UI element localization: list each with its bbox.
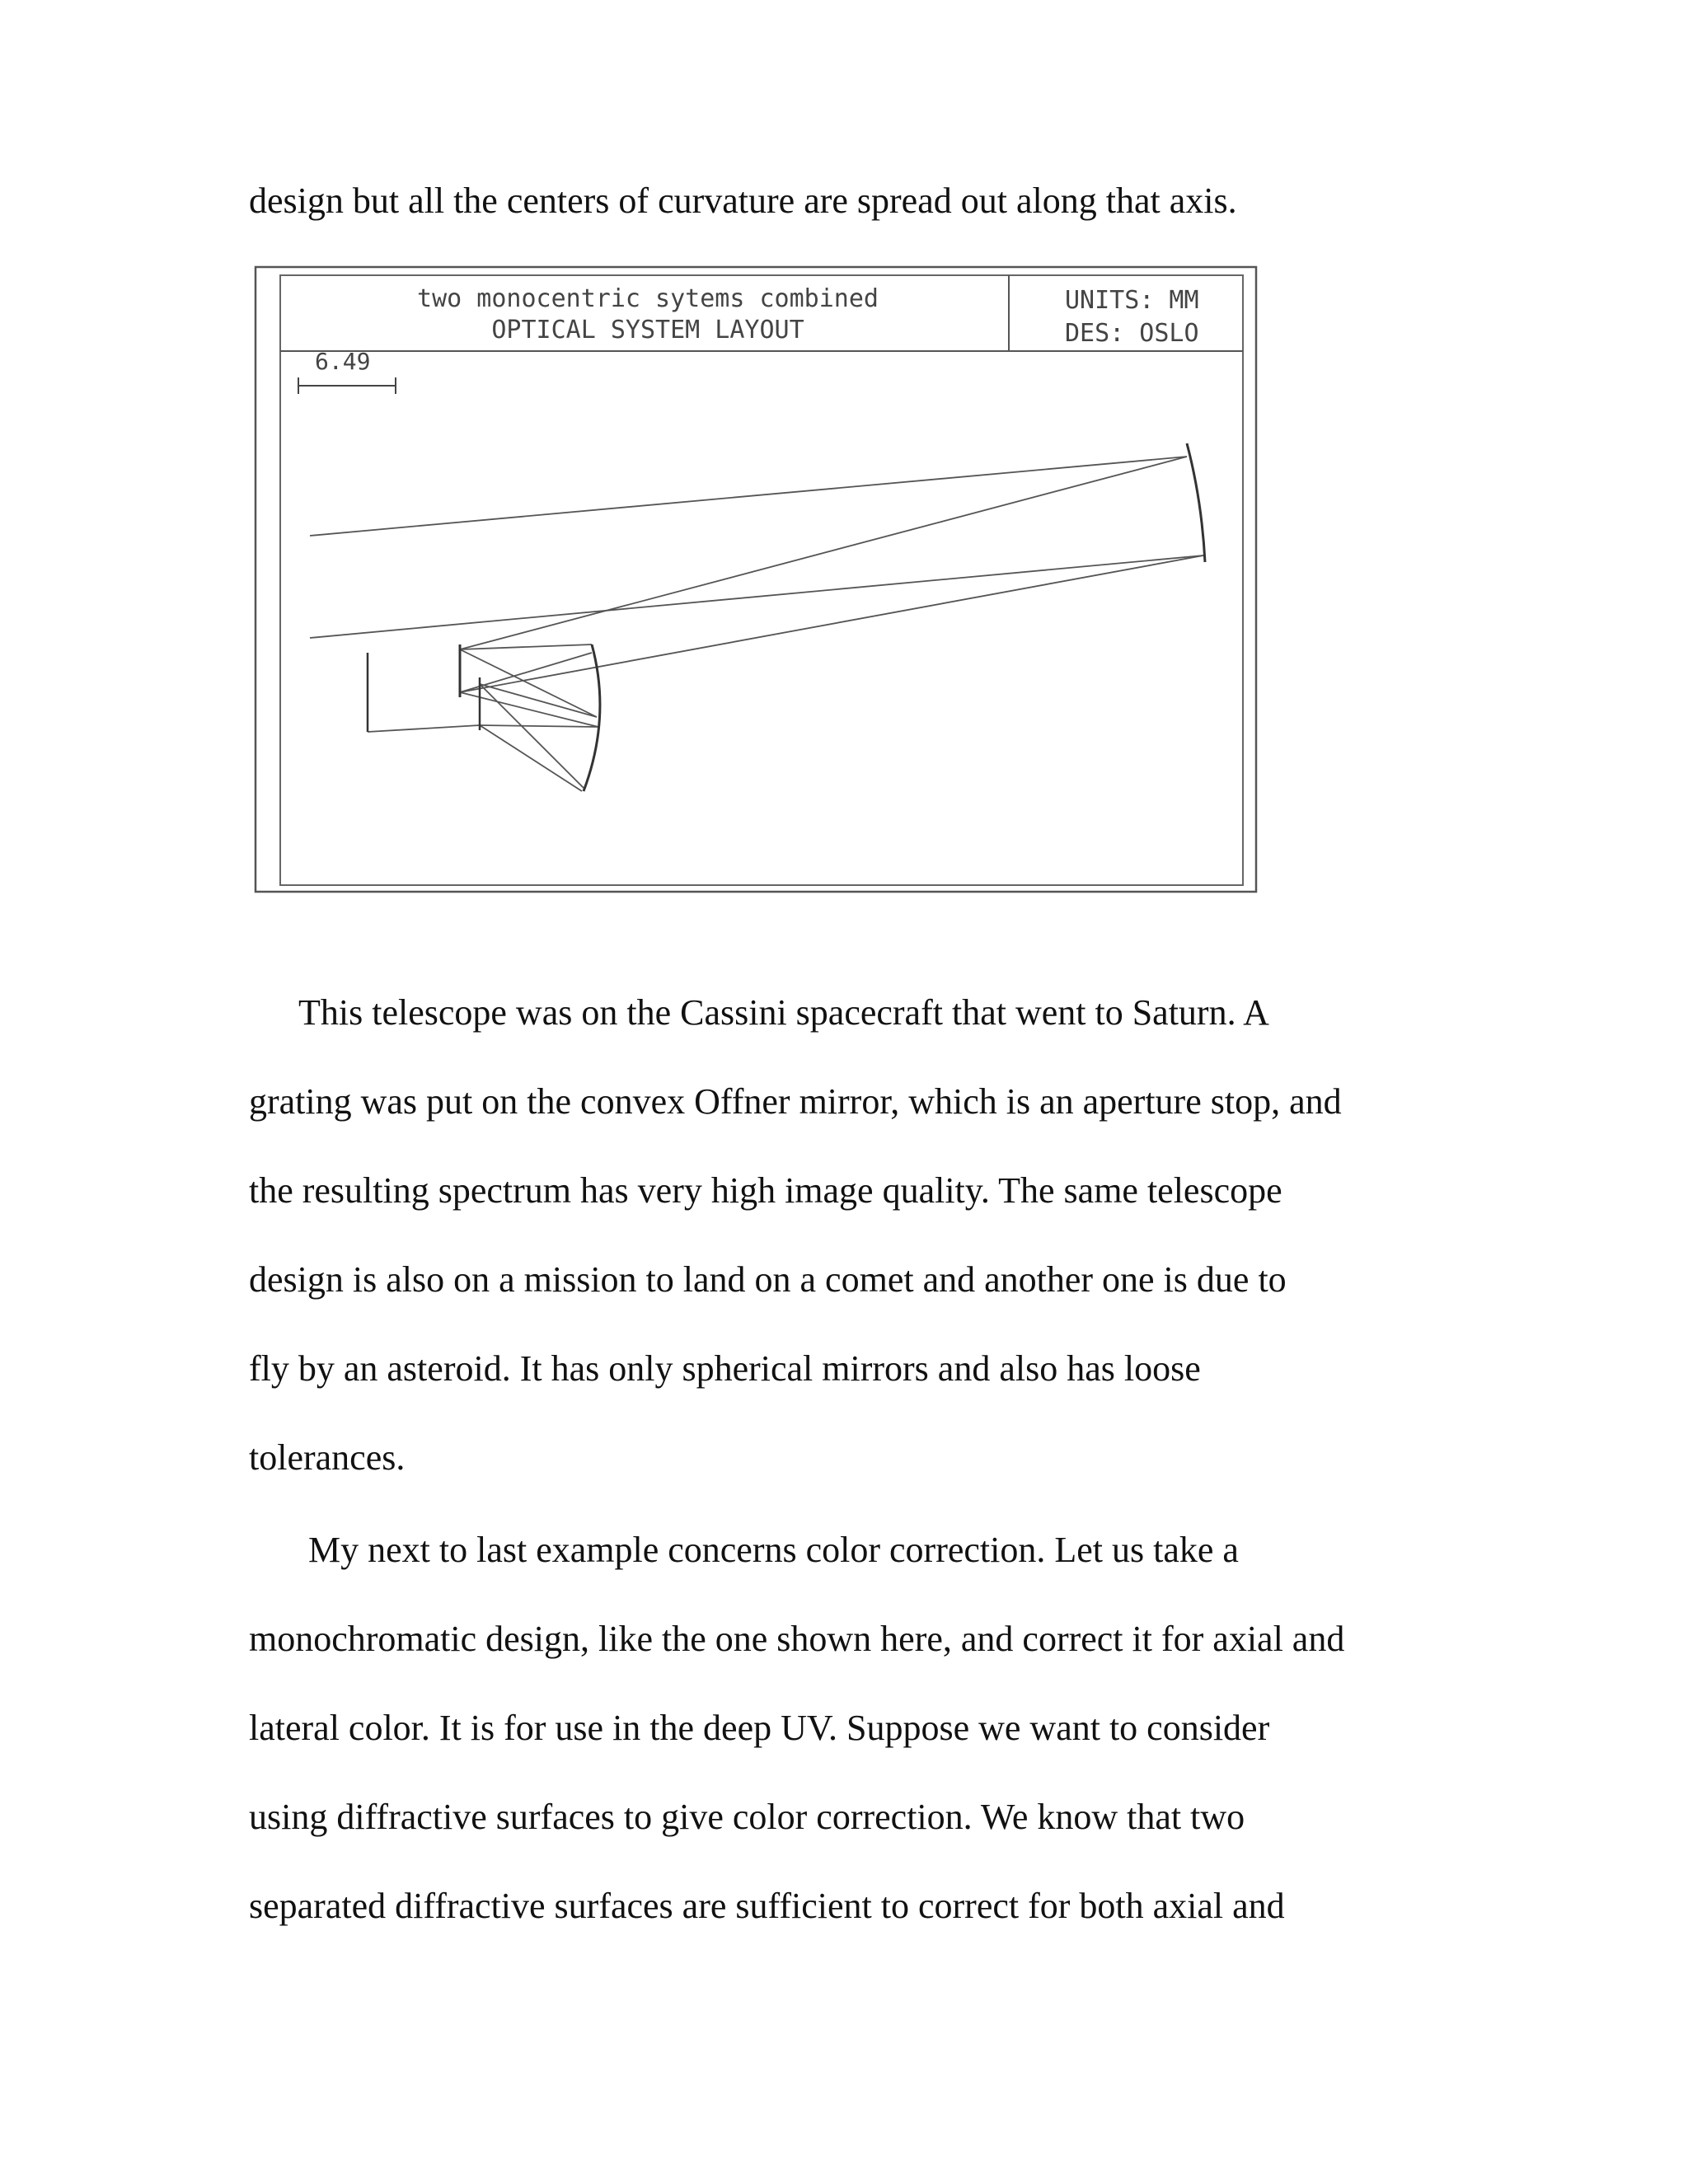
ray-paths bbox=[310, 457, 1203, 791]
paragraph-cassini bbox=[249, 968, 1342, 1502]
figure-title: two monocentric sytems combined bbox=[417, 284, 879, 313]
figure-designer: DES: OSLO bbox=[1065, 319, 1199, 348]
optical-layout-drawing bbox=[244, 255, 1299, 907]
optical-layout-figure bbox=[244, 255, 1299, 907]
offner-concave-mirror bbox=[584, 644, 600, 791]
paragraph-line: My next to last example concerns color correction. Let us take a bbox=[308, 1530, 1239, 1570]
paragraph-line: the resulting spectrum has very high image quality. The same telescope bbox=[249, 1170, 1282, 1211]
paragraph-line: tolerances. bbox=[249, 1437, 406, 1478]
scale-bar-label: 6.49 bbox=[315, 348, 371, 375]
primary-mirror bbox=[1187, 443, 1205, 562]
scale-bar bbox=[298, 377, 396, 394]
figure-outer-frame bbox=[256, 267, 1256, 892]
figure-inner-frame bbox=[280, 275, 1243, 885]
paragraph-line: separated diffractive surfaces are sufficient to correct for both axial and bbox=[249, 1886, 1285, 1926]
paragraph-line: monochromatic design, like the one shown here, and correct it for axial and bbox=[249, 1619, 1345, 1659]
paragraph-line: lateral color. It is for use in the deep UV. Suppose we want to consider bbox=[249, 1708, 1270, 1748]
paragraph-line: using diffractive surfaces to give color correction. We know that two bbox=[249, 1797, 1245, 1837]
paragraph-line: This telescope was on the Cassini spacecraft that went to Saturn. A bbox=[298, 992, 1269, 1033]
paragraph-line: grating was put on the convex Offner mirror, which is an aperture stop, and bbox=[249, 1081, 1342, 1122]
paragraph-line: design is also on a mission to land on a comet and another one is due to bbox=[249, 1259, 1287, 1300]
paragraph-color-correction bbox=[249, 1506, 1344, 1951]
figure-units: UNITS: MM bbox=[1065, 286, 1199, 315]
figure-subtitle: OPTICAL SYSTEM LAYOUT bbox=[491, 316, 804, 344]
page-top-line: design but all the centers of curvature are spread out along that axis. bbox=[249, 180, 1237, 221]
paragraph-line: fly by an asteroid. It has only spherical mirrors and also has loose bbox=[249, 1348, 1201, 1389]
